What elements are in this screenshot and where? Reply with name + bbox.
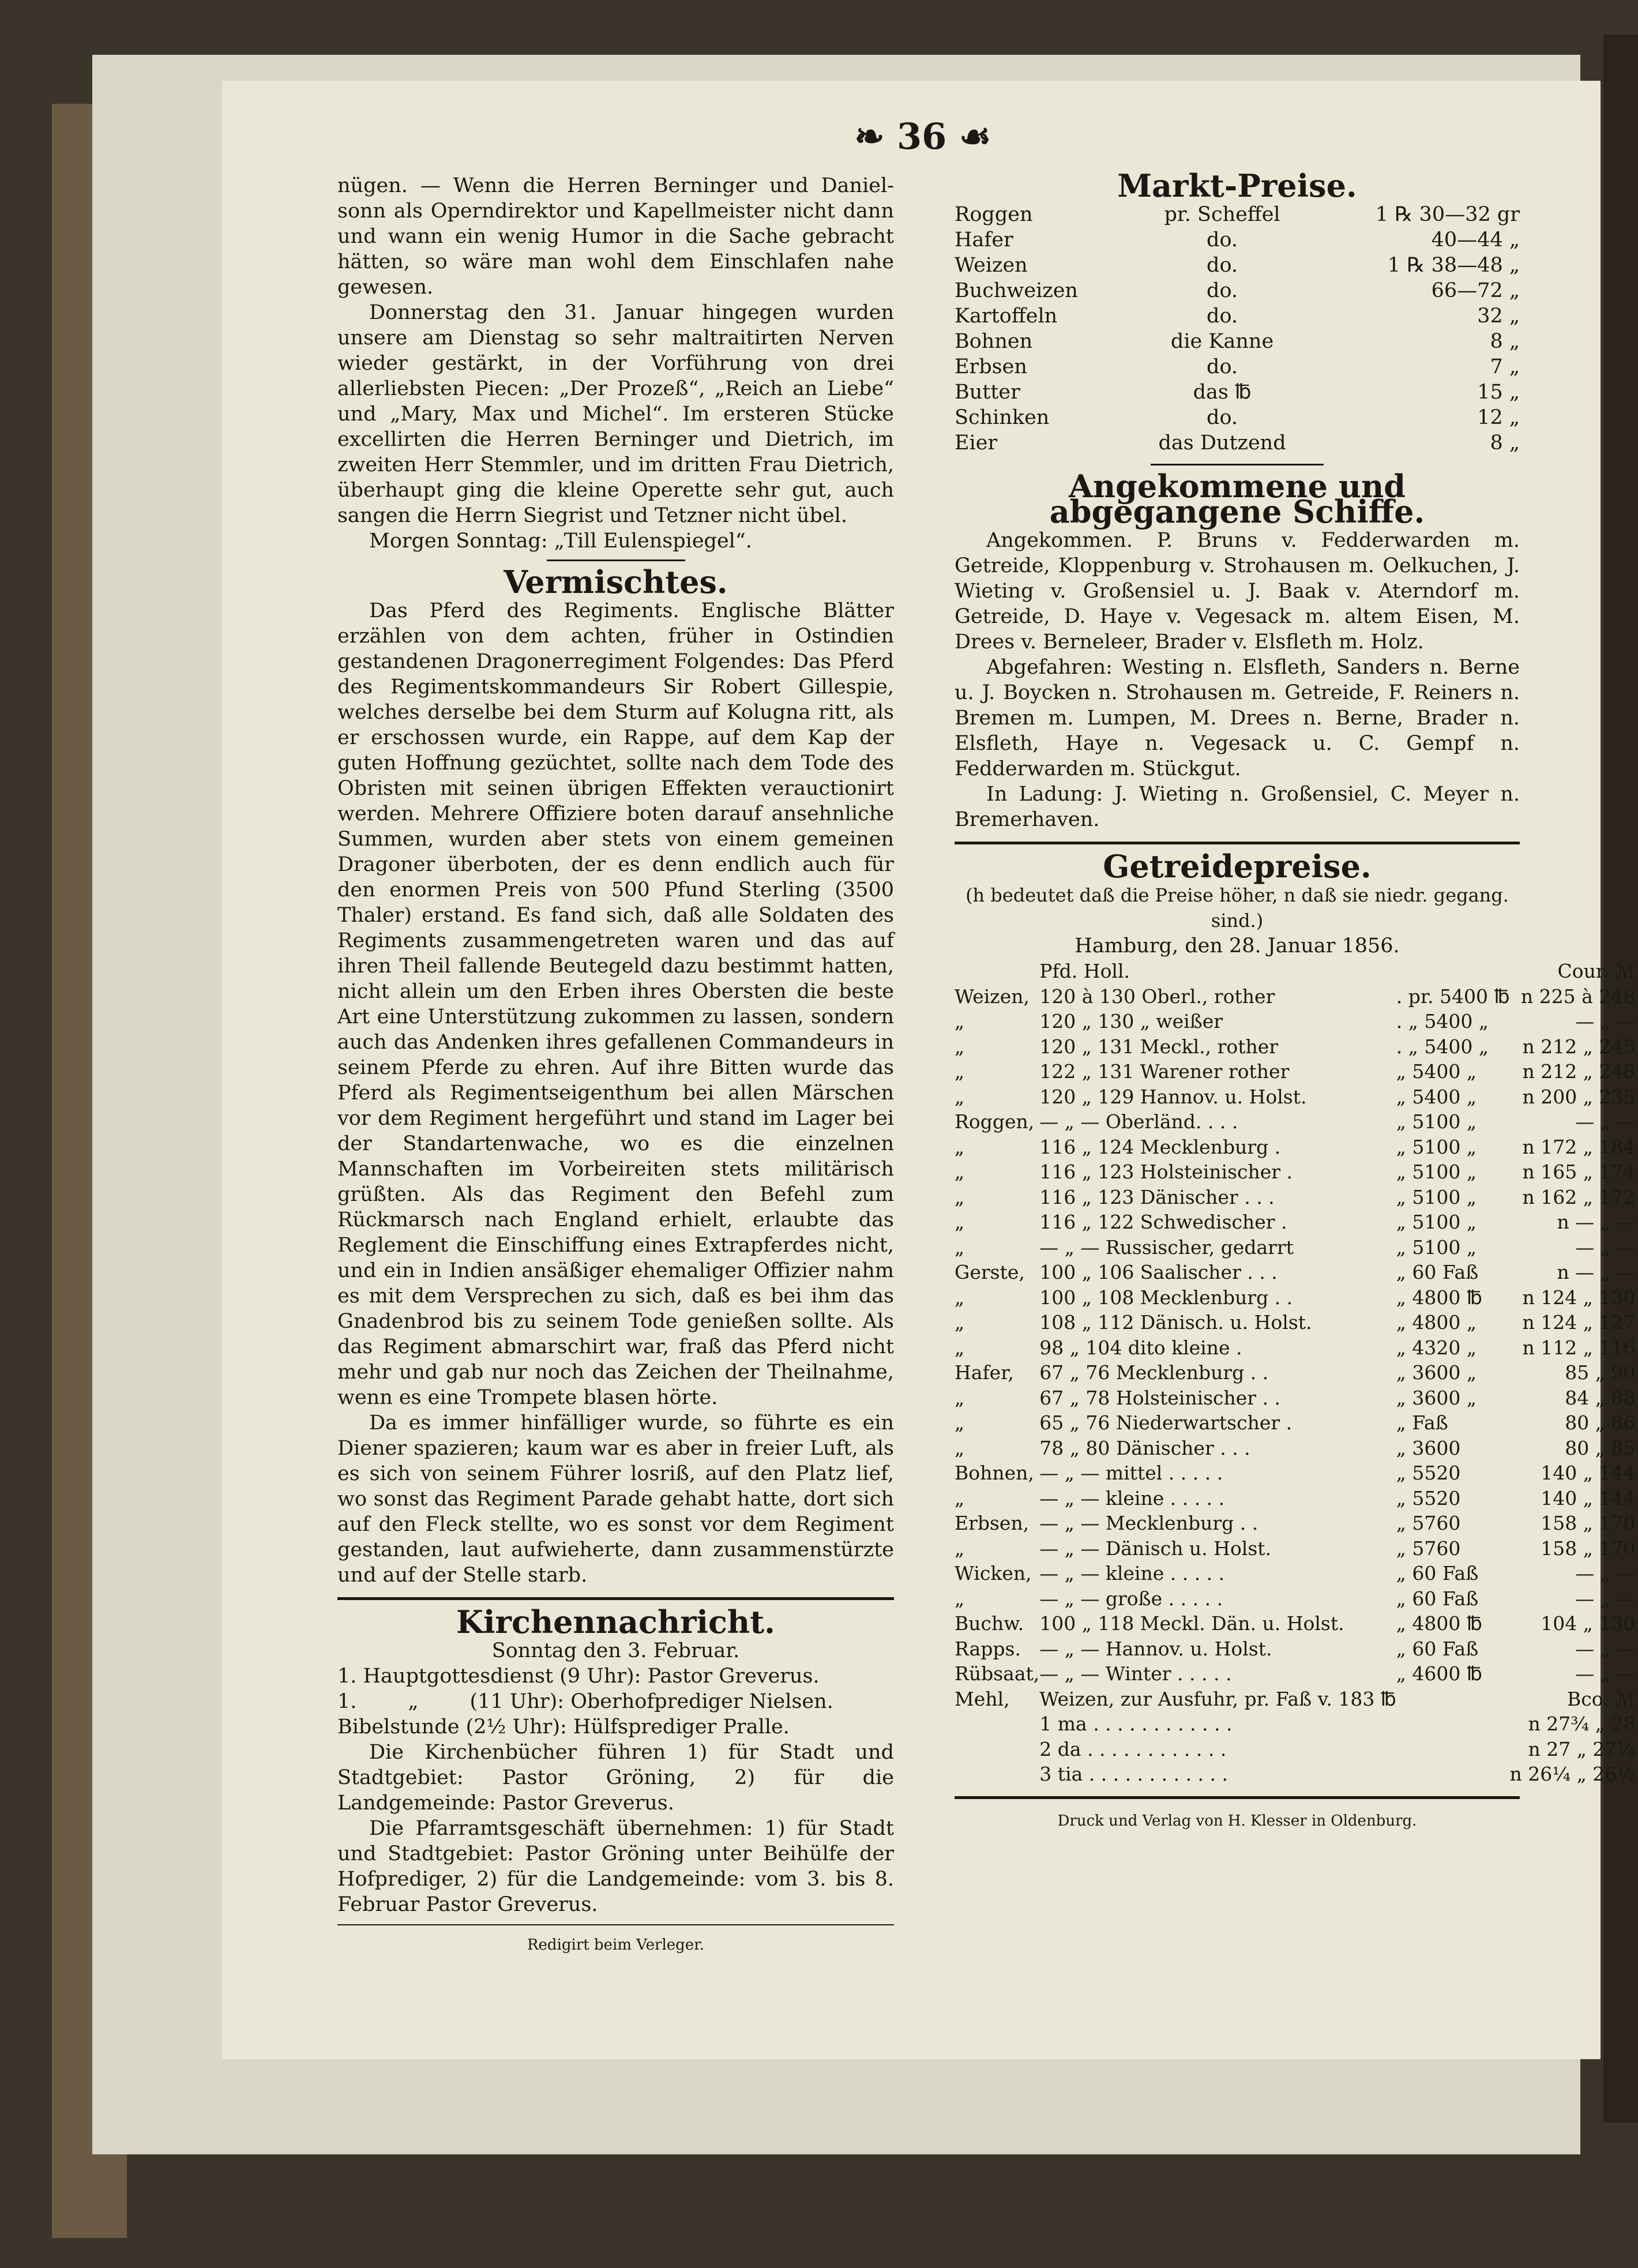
grain-price: 158 „ 170 [1541,1537,1636,1560]
grain-description: 67 „ 78 Holsteinischer . . [1039,1386,1281,1409]
grain-kind: „ [955,1085,965,1108]
grain-row [955,1360,1635,1385]
grain-measure: „ 3600 „ [1396,1386,1477,1409]
grain-measure: „ 3600 [1396,1436,1461,1459]
market-price: 32 „ [1477,305,1520,328]
market-item: Kartoffeln [955,305,1058,328]
grain-row [955,1486,1635,1511]
market-row [955,354,1520,380]
grain-description: 100 „ 106 Saalischer . . . [1039,1261,1278,1283]
grain-row [955,1737,1635,1762]
grain-measure: „ 5100 „ [1396,1135,1477,1158]
grain-kind: Rübsaat, [955,1662,1040,1685]
market-price: 12 „ [1477,406,1520,429]
grain-price: n 212 „ 245 [1522,1035,1636,1058]
market-price: 8 „ [1490,431,1520,455]
grain-kind: „ [955,1035,965,1058]
grain-kind: „ [955,1386,965,1409]
grain-kind [955,1711,1039,1737]
misc-heading: Vermischtes. [504,564,728,600]
grain-kind [955,1762,1039,1787]
grain-kind: Hafer, [955,1361,1014,1384]
grain-price: — „ — [1575,1010,1636,1032]
misc-paragraph-2: Da es immer hinfälliger wurde, so führte es ein Diener spazieren; kaum war es aber in freier Luft, als es sich von seinem Führer losriß, auf den Platz lief, wo sonst das Regiment Parade gehabt hatte, dort sich auf den Fleck stellte, wo es sonst vor dem Regiment gestanden, laut aufwieherte, dann zusammenstürzte und auf der Stelle starb. [337,1411,894,1587]
grain-row [955,1210,1635,1235]
grain-price: n 27¾ „ 28 [1528,1713,1636,1735]
grain-header-weight: Pfd. Holl. [1039,960,1130,982]
grain-description: — „ — Winter . . . . . [1039,1662,1232,1685]
grain-measure: „ 60 Faß [1396,1637,1479,1660]
grain-description: 100 „ 118 Meckl. Dän. u. Holst. [1039,1612,1344,1635]
church-paragraph-1: Die Kirchenbücher führen 1) für Stadt und Stadtgebiet: Pastor Gröning, 2) für die Landgemeinde: Pastor Greverus. [337,1741,894,1815]
grain-price: n 225 à 248 [1520,985,1636,1008]
grain-price: n 124 „ 127 [1522,1311,1636,1334]
grain-description: 65 „ 76 Niederwartscher . [1039,1411,1293,1434]
grain-row [955,1586,1635,1612]
grain-description: 100 „ 108 Mecklenburg . . [1039,1286,1293,1309]
grain-measure [1396,1687,1510,1712]
grain-description: 120 „ 129 Hannov. u. Holst. [1039,1085,1307,1108]
grain-row [955,1436,1635,1461]
grain-row [955,1034,1635,1060]
divider [955,1796,1520,1799]
market-item: Erbsen [955,355,1027,378]
market-unit: do. [1207,279,1238,302]
market-row [955,380,1520,405]
grain-price: — „ — [1575,1587,1636,1610]
grain-description: — „ — große . . . . . [1039,1587,1223,1610]
left-footer: Redigirt beim Verleger. [527,1936,705,1954]
market-row [955,430,1520,456]
grain-price: n — „ — [1557,1261,1636,1283]
grain-description: 1 ma . . . . . . . . . . . . [1039,1713,1233,1735]
grain-kind: „ [955,1060,965,1083]
grain-price: 158 „ 170 [1541,1512,1636,1534]
market-heading: Markt-Preise. [1117,167,1357,204]
grain-measure: „ 5760 [1396,1512,1461,1534]
grain-price: — „ — [1575,1110,1636,1133]
grain-measure: „ 4600 ℔ [1396,1662,1482,1685]
grain-price: 104 „ 130 [1541,1612,1636,1635]
market-row [955,329,1520,354]
grain-row [955,984,1635,1009]
market-unit: pr. Scheffel [1164,203,1280,226]
market-price: 1 ℞ 38—48 „ [1387,254,1520,277]
grain-measure: „ 5760 [1396,1537,1461,1560]
grain-row [955,1185,1635,1210]
grain-kind: „ [955,1211,965,1233]
grain-description: 116 „ 122 Schwedischer . [1039,1211,1287,1233]
market-row [955,253,1520,278]
church-paragraph-2: Die Pfarramtsgeschäft übernehmen: 1) für Stadt und Stadtgebiet: Pastor Gröning unter Beihülfe der Hofprediger, 2) für die Landgemeinde: vom 3. bis 8. Februar Pastor Greverus. [337,1817,894,1916]
grain-kind: „ [955,1486,965,1510]
grain-price: n 26¼ „ 26½ [1509,1763,1636,1785]
grain-measure: „ 5100 „ [1396,1110,1477,1133]
grain-place-date: Hamburg, den 28. Januar 1856. [1075,934,1400,957]
grain-description: 122 „ 131 Warener rother [1039,1060,1290,1083]
divider [547,560,685,561]
market-row [955,405,1520,430]
church-date: Sonntag den 3. Februar. [491,1639,740,1662]
grain-price: n 124 „ 130 [1522,1286,1636,1309]
grain-kind: „ [955,1010,965,1032]
grain-description: — „ — Dänisch u. Holst. [1039,1537,1272,1560]
opera-paragraph-1: nügen. — Wenn die Herren Berninger und Daniel-sonn als Operndirektor und Kapellmeister nicht dann und wann ein wenig Humor in die Sache gebracht hätten, so wäre man wohl dem Einschlafen nahe gewesen. [337,174,894,299]
grain-measure: „ 5100 „ [1396,1161,1477,1183]
market-price: 66—72 „ [1431,279,1520,302]
grain-price: n 200 „ 235 [1522,1085,1636,1108]
grain-price: n 212 „ 248 [1522,1060,1636,1083]
market-price: 8 „ [1490,330,1520,353]
grain-measure: „ Faß [1396,1411,1448,1434]
grain-kind: Buchw. [955,1612,1024,1635]
grain-header-row [955,959,1635,984]
grain-description: — „ — Oberländ. . . . [1039,1110,1238,1133]
market-item: Bohnen [955,330,1033,353]
opera-paragraph-2: Donnerstag den 31. Januar hingegen wurden unsere am Dienstag so sehr maltraitirten Nerven wieder gestärkt, in der Vorführung von drei allerliebsten Piecen: „Der Prozeß“, „Reich an Liebe“ und „Mary, Max und Michel“. Im ersteren Stücke excellirten die Herren Berninger und Dietrich, im zweiten Herr Stemmler, und im dritten Frau Dietrich, überhaupt ging die kleine Operette sehr gut, auch sangen die Herrn Siegrist und Tetzner nicht übel. [337,301,894,527]
grain-row [955,1260,1635,1285]
grain-row [955,1135,1635,1160]
grain-row [955,1084,1635,1110]
market-unit: das ℔ [1193,381,1252,404]
grain-price: n — „ — [1557,1211,1636,1233]
market-row [955,303,1520,329]
market-item: Roggen [955,203,1033,226]
grain-row [955,1661,1635,1687]
grain-row [955,1636,1635,1662]
grain-row [955,1711,1635,1737]
church-line-1: 1. Hauptgottesdienst (9 Uhr): Pastor Greverus. [337,1665,820,1688]
grain-kind: „ [955,1336,965,1359]
grain-measure: „ 4800 ℔ [1396,1612,1482,1635]
grain-measure: „ 3600 „ [1396,1361,1477,1384]
grain-price: 84 „ 88 [1565,1386,1636,1409]
grain-price: — „ — [1575,1236,1636,1259]
market-unit: die Kanne [1170,330,1274,353]
grain-price: 80 „ 86 [1565,1411,1636,1434]
grain-kind: Roggen, [955,1110,1035,1133]
ships-heading: Angekommene und abgegangene Schiffe. [1049,468,1425,530]
grain-kind: „ [955,1185,965,1208]
grain-price: Bco. ℳ [1566,1687,1636,1710]
grain-kind: „ [955,1135,965,1158]
grain-row [955,1511,1635,1536]
grain-description: 120 „ 131 Meckl., rother [1039,1035,1279,1058]
opera-paragraph-3: Morgen Sonntag: „Till Eulenspiegel“. [369,530,752,553]
grain-measure: „ 4800 ℔ [1396,1286,1482,1309]
grain-row [955,1762,1635,1787]
grain-description: — „ — Russischer, gedarrt [1039,1236,1294,1259]
grain-kind: „ [955,1286,965,1309]
grain-measure: „ 5400 „ [1396,1060,1477,1083]
grain-description: Weizen, zur Ausfuhr, pr. Faß v. 183 ℔ [1039,1687,1396,1710]
grain-price: 80 „ 85 [1565,1436,1636,1459]
grain-description: 3 tia . . . . . . . . . . . . [1039,1763,1228,1785]
grain-price: 140 „ 144 [1541,1462,1636,1484]
grain-measure [1396,1711,1510,1737]
market-row [955,227,1520,253]
grain-measure: . „ 5400 „ [1396,1010,1489,1032]
grain-kind: „ [955,1161,965,1183]
grain-kind: Wicken, [955,1562,1032,1584]
market-price: 40—44 „ [1431,228,1520,251]
grain-row [955,1235,1635,1260]
grain-measure: „ 5100 „ [1396,1185,1477,1208]
market-unit: do. [1207,305,1238,328]
grain-measure: „ 60 Faß [1396,1587,1479,1610]
grain-kind: „ [955,1436,965,1459]
grain-table [955,959,1635,1787]
grain-description: 120 à 130 Oberl., rother [1039,985,1275,1008]
market-price: 1 ℞ 30—32 gr [1375,203,1520,226]
market-item: Eier [955,431,998,455]
church-line-3: Bibelstunde (2½ Uhr): Hülfsprediger Pralle. [337,1715,790,1738]
grain-row [955,1536,1635,1561]
divider [955,842,1520,844]
grain-row [955,1687,1635,1712]
grain-measure: „ 5520 [1396,1486,1461,1510]
grain-row [955,1159,1635,1185]
grain-description: 98 „ 104 dito kleine . [1039,1336,1242,1359]
page-number: ❧ 36 ☙ [854,115,991,157]
market-unit: do. [1207,254,1238,277]
grain-kind: „ [955,1537,965,1560]
market-unit: das Dutzend [1158,431,1286,455]
grain-kind: Weizen, [955,985,1030,1008]
grain-description: 120 „ 130 „ weißer [1039,1010,1223,1032]
grain-measure: „ 5100 „ [1396,1236,1477,1259]
grain-price: n 165 „ 174 [1522,1161,1636,1183]
grain-measure: . „ 5400 „ [1396,1035,1489,1058]
ships-departed: Abgefahren: Westing n. Elsfleth, Sanders n. Berne u. J. Boycken n. Strohausen m. Getreide, F. Reiners n. Bremen m. Lumpen, M. Drees n. Berne, Brader n. Elsfleth, Haye n. Vegesack u. C. Gempf n. Fedderwarden m. Stückgut. [955,656,1520,780]
grain-measure: „ 5100 „ [1396,1211,1477,1233]
market-item: Hafer [955,228,1013,251]
market-unit: do. [1207,355,1238,378]
grain-description: — „ — Hannov. u. Holst. [1039,1637,1272,1660]
grain-description: — „ — kleine . . . . . [1039,1562,1225,1584]
divider [337,1597,894,1600]
grain-price: — „ — [1575,1562,1636,1584]
market-price: 7 „ [1490,355,1520,378]
grain-price: n 27 „ 27¼ [1528,1737,1636,1760]
grain-price: — „ — [1575,1637,1636,1660]
grain-kind: „ [955,1236,965,1259]
grain-description: 116 „ 123 Holsteinischer . [1039,1161,1293,1183]
grain-measure: „ 5520 [1396,1462,1461,1484]
grain-price: n 112 „ 116 [1522,1336,1636,1359]
grain-row [955,1335,1635,1361]
grain-description: — „ — kleine . . . . . [1039,1486,1225,1510]
grain-description: 116 „ 123 Dänischer . . . [1039,1185,1275,1208]
grain-price: — „ — [1575,1662,1636,1685]
grain-description: 78 „ 80 Dänischer . . . [1039,1436,1250,1459]
ships-arrived: Angekommen. P. Bruns v. Fedderwarden m. Getreide, Kloppenburg v. Strohausen m. Oelkuchen, J. Wieting v. Großensiel u. J. Baak v. Aterndorf m. Getreide, D. Haye v. Vegesack m. altem Eisen, M. Drees v. Berneleer, Brader v. Elsfleth m. Holz. [955,529,1520,654]
grain-measure: „ 60 Faß [1396,1261,1479,1283]
market-item: Weizen [955,254,1028,277]
grain-measure: „ 4800 „ [1396,1311,1477,1334]
grain-kind [955,1737,1039,1762]
grain-note: (h bedeutet daß die Preise höher, n daß sie niedr. gegang. sind.) [965,884,1509,932]
church-heading: Kirchennachricht. [456,1604,775,1640]
grain-row [955,1561,1635,1586]
grain-row [955,1611,1635,1636]
left-column [337,173,894,1958]
right-footer: Druck und Verlag von H. Klesser in Oldenburg. [1057,1812,1417,1830]
grain-header-currency: Cour. ℳ [1557,960,1636,982]
grain-measure: „ 4320 „ [1396,1336,1477,1359]
grain-description: 116 „ 124 Mecklenburg . [1039,1135,1281,1158]
ships-loading: In Ladung: J. Wieting n. Großensiel, C. Meyer n. Bremerhaven. [955,783,1520,831]
grain-kind: „ [955,1311,965,1334]
grain-row [955,1109,1635,1135]
grain-description: — „ — Mecklenburg . . [1039,1512,1258,1534]
grain-row [955,1310,1635,1335]
market-unit: do. [1207,228,1238,251]
grain-kind: „ [955,1411,965,1434]
market-item: Schinken [955,406,1050,429]
grain-description: — „ — mittel . . . . . [1039,1462,1223,1484]
market-row [955,278,1520,303]
market-price: 15 „ [1477,381,1520,404]
grain-row [955,1285,1635,1311]
grain-heading: Getreidepreise. [1103,848,1372,885]
grain-kind: Rapps. [955,1637,1021,1660]
grain-measure: „ 60 Faß [1396,1562,1479,1584]
grain-row [955,1410,1635,1436]
grain-row [955,1009,1635,1034]
grain-price: 140 „ 144 [1541,1486,1636,1510]
grain-row [955,1460,1635,1486]
grain-price: 85 „ 90 [1565,1361,1636,1384]
divider [1151,464,1324,465]
grain-measure: „ 5400 „ [1396,1085,1477,1108]
grain-row [955,1385,1635,1411]
misc-paragraph-1: Das Pferd des Regiments. Englische Blätter erzählen von dem achten, früher in Ostindien gestandenen Dragonerregiment Folgendes: Das Pferd des Regimentskommandeurs Sir Robert Gillespie, welches derselbe bei dem Sturm auf Kolugna ritt, als er erschossen wurde, ein Rappe, auf dem Kap der guten Hoffnung gezüchtet, sollte nach dem Tode des Obristen mit seinen übrigen Effekten verauctionirt werden. Mehrere Offiziere boten darauf ansehnliche Summen, wurden aber stets von einem gemeinen Dragoner überboten, der es denn endlich auch für den enormen Preis von 500 Pfund Sterling (3500 Thaler) erstand. Es fand sich, daß alle Soldaten des Regiments zusammengetreten waren und das auf ihren Theil fallende Beutegeld dazu bestimmt hatten, nicht allein um den Erben ihres Obersten die beste Art eine Unterstützung zukommen zu lassen, sondern auch das Andenken ihres gefallenen Commandeurs in seinem Pferde zu ehren. Auf ihre Bitten wurde das Pferd als Regimentseigenthum bei allen Märschen vor dem Regiment hergeführt und stand im Lager bei der Standartenwache, wo es die einzelnen Mannschaften im Vorbeireiten stets militärisch grüßten. Als das Regiment den Befehl zum Rückmarsch nach England erhielt, erlaubte das Reglement die Einschiffung eines Extrapferdes nicht, und ein in Indien ansäßiger ehemaliger Offizier nahm es mit dem Versprechen zu sich, daß es bei ihm das Gnadenbrod bis zu seinem Tode genießen sollte. Als das Regiment abmarschirt war, fraß das Pferd nicht mehr und gab nur noch das Zeichen der Theilnahme, wenn es eine Trompete blasen hörte. [337,599,894,1409]
grain-description: 2 da . . . . . . . . . . . . [1039,1737,1227,1760]
grain-row [955,1059,1635,1084]
grain-description: 108 „ 112 Dänisch. u. Holst. [1039,1311,1312,1334]
grain-kind: Gerste, [955,1261,1025,1283]
grain-measure: . pr. 5400 ℔ [1396,985,1510,1008]
right-column [955,167,1636,1834]
grain-kind: Bohnen, [955,1462,1034,1484]
grain-kind: „ [955,1587,965,1610]
grain-kind: Mehl, [955,1687,1010,1710]
grain-kind: Erbsen, [955,1512,1030,1534]
market-table [955,202,1520,456]
grain-description: 67 „ 76 Mecklenburg . . [1039,1361,1269,1384]
grain-measure [1396,1737,1510,1762]
market-item: Butter [955,381,1020,404]
market-item: Buchweizen [955,279,1078,302]
footer-rule [337,1924,894,1925]
market-unit: do. [1207,406,1238,429]
grain-measure [1396,1762,1510,1787]
church-line-2: 1. „ (11 Uhr): Oberhofprediger Nielsen. [337,1690,833,1713]
grain-price: n 162 „ 172 [1522,1185,1636,1208]
market-row [955,202,1520,227]
grain-price: n 172 „ 184 [1522,1135,1636,1158]
